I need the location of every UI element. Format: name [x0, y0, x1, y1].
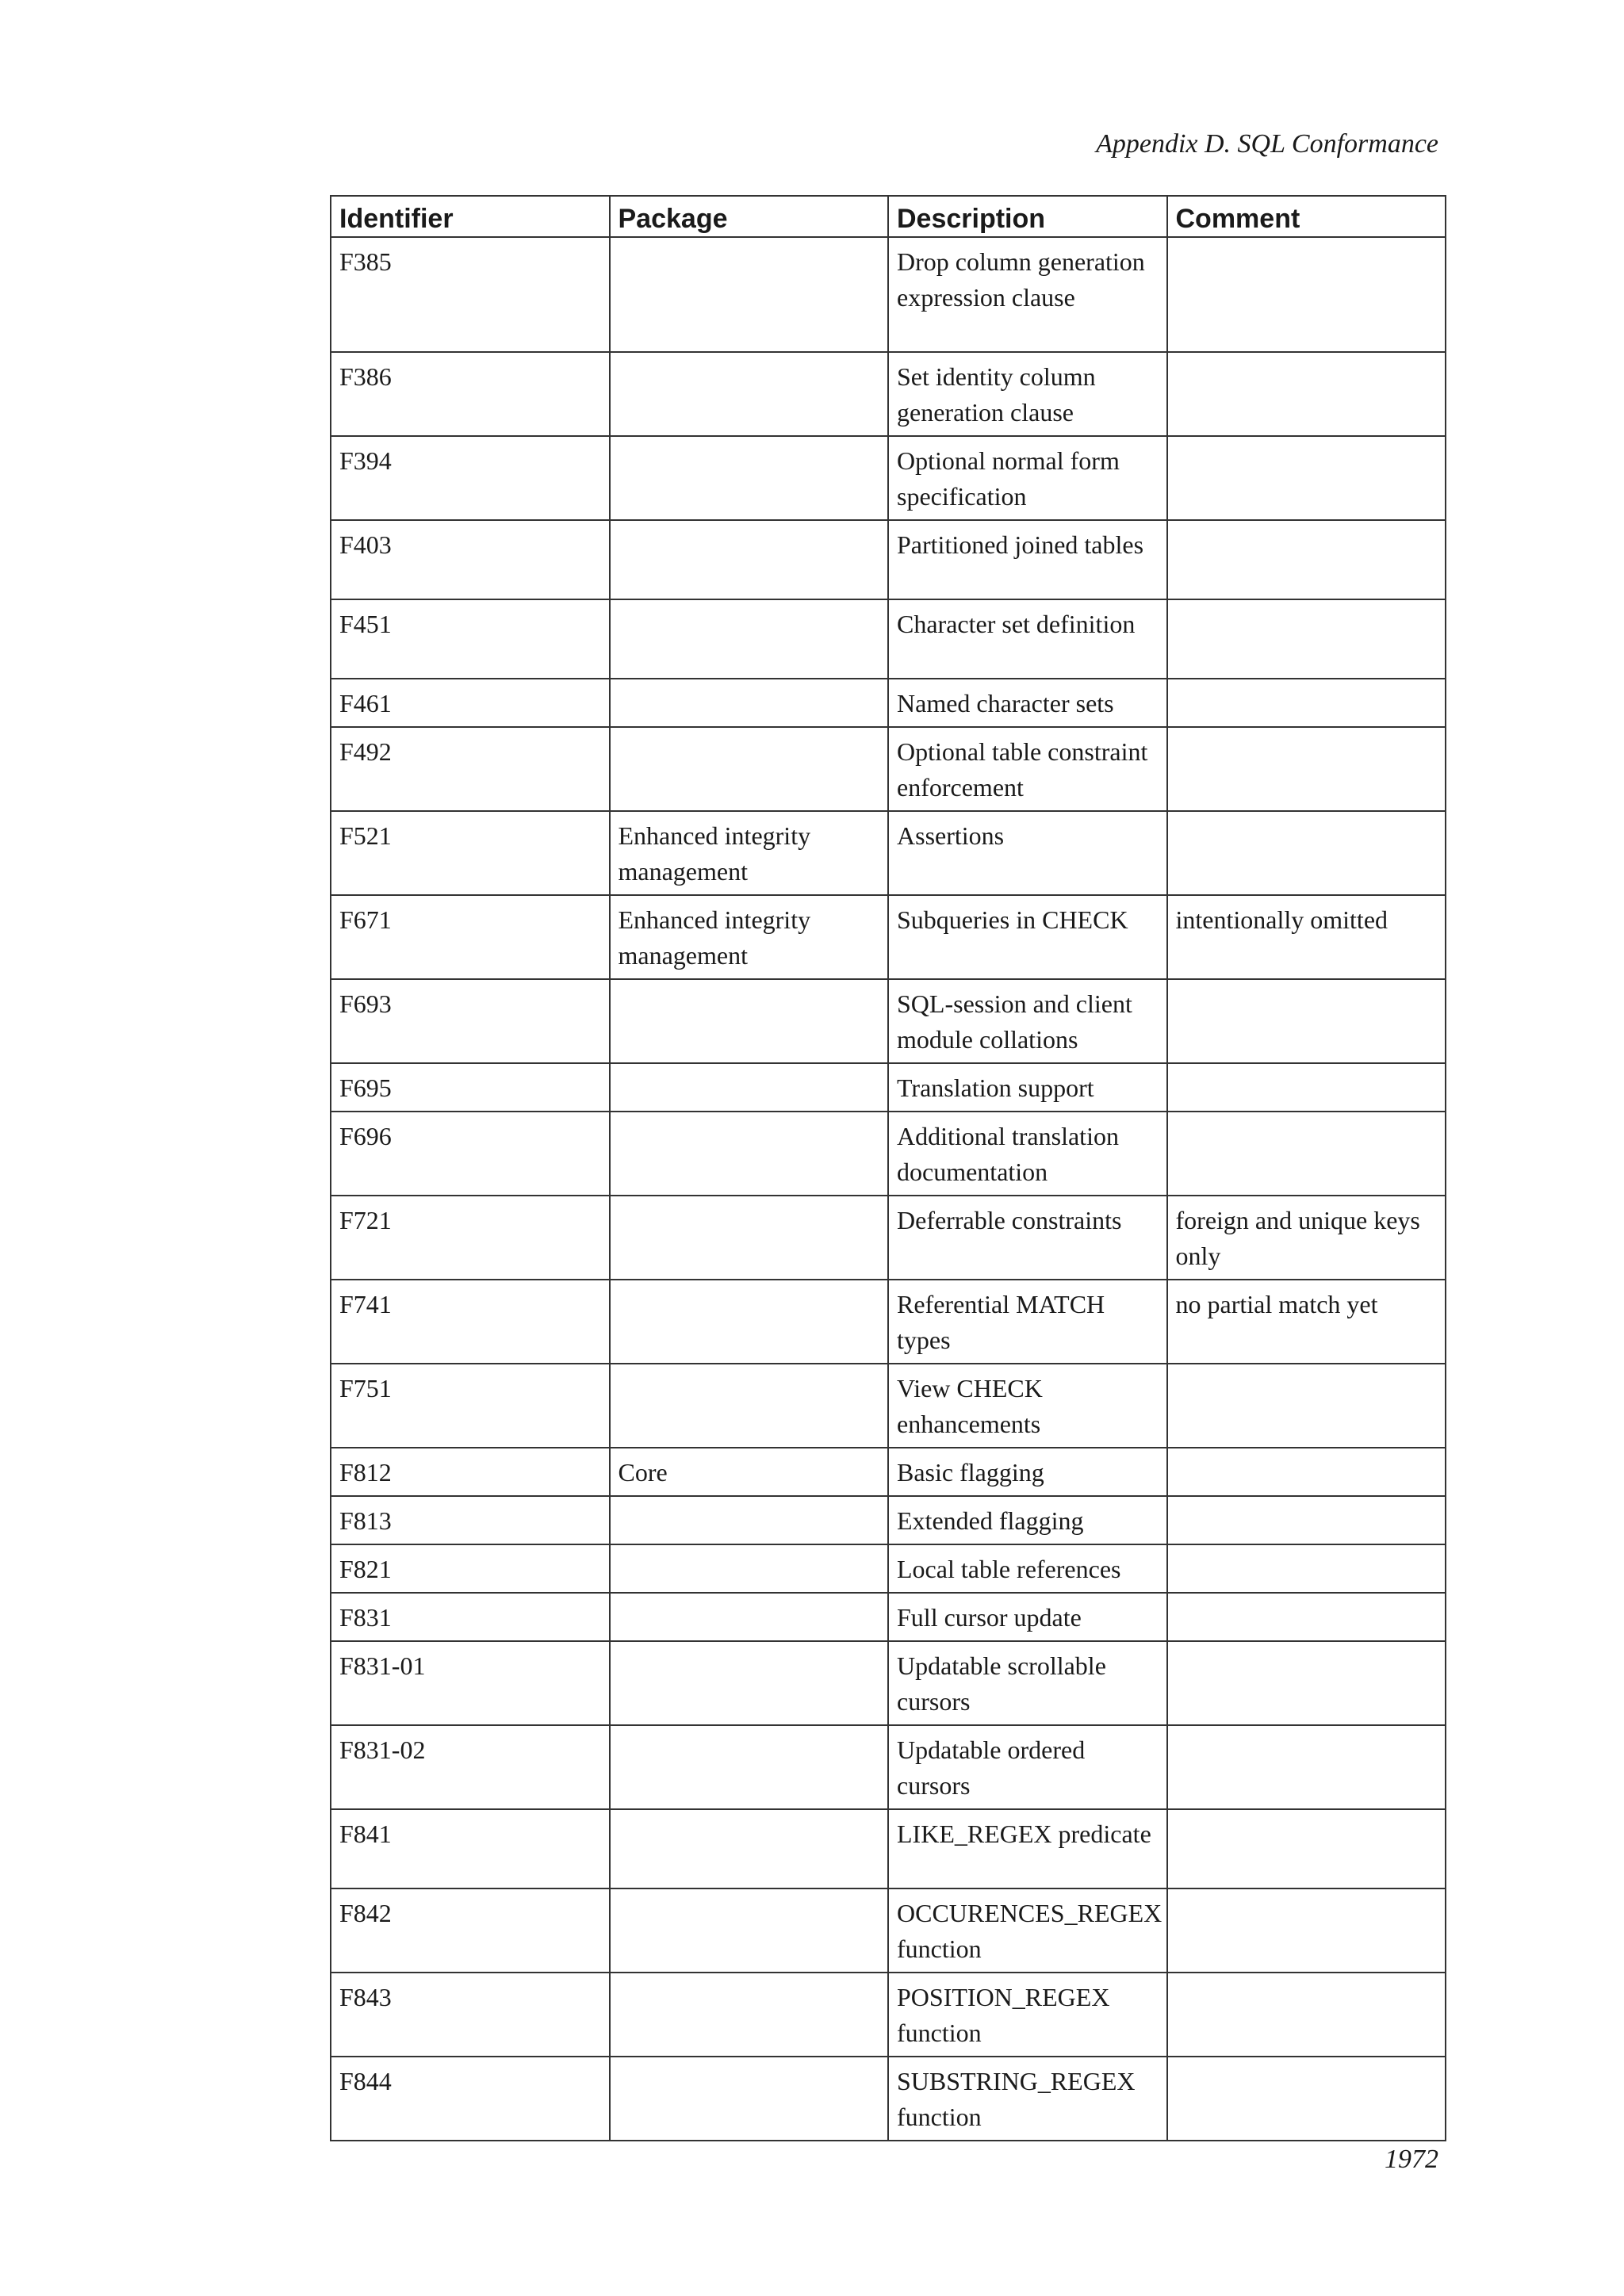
cell-identifier: F721 [331, 1196, 610, 1280]
table-row [331, 1544, 1446, 1593]
cell-comment [1167, 436, 1446, 520]
cell-comment: no partial match yet [1167, 1280, 1446, 1364]
cell-identifier: F451 [331, 599, 610, 679]
cell-description: Updatable scrollable cursors [888, 1641, 1167, 1725]
table-row [331, 1725, 1446, 1809]
cell-comment [1167, 811, 1446, 895]
table-row [331, 727, 1446, 811]
cell-description: Deferrable constraints [888, 1196, 1167, 1280]
table-row [331, 679, 1446, 727]
cell-identifier: F751 [331, 1364, 610, 1448]
table-row [331, 979, 1446, 1063]
cell-description: View CHECK enhancements [888, 1364, 1167, 1448]
cell-identifier: F831-01 [331, 1641, 610, 1725]
table-row [331, 1809, 1446, 1888]
cell-package: Core [610, 1448, 889, 1496]
cell-comment [1167, 520, 1446, 599]
cell-package: Enhanced integrity management [610, 811, 889, 895]
cell-package [610, 679, 889, 727]
cell-identifier: F492 [331, 727, 610, 811]
cell-identifier: F741 [331, 1280, 610, 1364]
running-header: Appendix D. SQL Conformance [1096, 129, 1438, 159]
cell-description: Character set definition [888, 599, 1167, 679]
cell-comment [1167, 237, 1446, 352]
table-header-row [331, 196, 1446, 237]
cell-package [610, 1809, 889, 1888]
cell-package [610, 1725, 889, 1809]
cell-description: LIKE_REGEX predicate [888, 1809, 1167, 1888]
cell-identifier: F842 [331, 1888, 610, 1973]
cell-identifier: F821 [331, 1544, 610, 1593]
cell-comment [1167, 1364, 1446, 1448]
cell-comment: intentionally omitted [1167, 895, 1446, 979]
table-row [331, 352, 1446, 436]
table-row [331, 520, 1446, 599]
cell-comment [1167, 352, 1446, 436]
cell-package [610, 520, 889, 599]
cell-description: Set identity column generation clause [888, 352, 1167, 436]
cell-comment [1167, 679, 1446, 727]
cell-identifier: F693 [331, 979, 610, 1063]
cell-identifier: F831 [331, 1593, 610, 1641]
cell-package [610, 237, 889, 352]
table-row [331, 811, 1446, 895]
cell-description: Drop column generation expression clause [888, 237, 1167, 352]
cell-comment [1167, 2057, 1446, 2141]
cell-comment [1167, 1888, 1446, 1973]
cell-package [610, 1973, 889, 2057]
cell-description: Basic flagging [888, 1448, 1167, 1496]
table-row [331, 1364, 1446, 1448]
cell-description: Full cursor update [888, 1593, 1167, 1641]
table-row [331, 1888, 1446, 1973]
cell-comment [1167, 1641, 1446, 1725]
table-row [331, 895, 1446, 979]
cell-comment [1167, 1063, 1446, 1112]
column-header-description: Description [888, 196, 1167, 237]
cell-comment [1167, 1593, 1446, 1641]
column-header-comment: Comment [1167, 196, 1446, 237]
cell-identifier: F461 [331, 679, 610, 727]
cell-description: Updatable ordered cursors [888, 1725, 1167, 1809]
table-row [331, 2057, 1446, 2141]
cell-description: Optional table constraint enforcement [888, 727, 1167, 811]
sql-conformance-table [330, 195, 1446, 2141]
cell-package [610, 1496, 889, 1544]
cell-description: POSITION_REGEX function [888, 1973, 1167, 2057]
cell-comment [1167, 727, 1446, 811]
table-row [331, 1196, 1446, 1280]
cell-identifier: F812 [331, 1448, 610, 1496]
table-row [331, 436, 1446, 520]
page-number: 1972 [1385, 2145, 1438, 2174]
cell-identifier: F843 [331, 1973, 610, 2057]
cell-description: Local table references [888, 1544, 1167, 1593]
cell-description: SUBSTRING_REGEX function [888, 2057, 1167, 2141]
cell-description: Partitioned joined tables [888, 520, 1167, 599]
cell-description: Extended flagging [888, 1496, 1167, 1544]
table-row [331, 1641, 1446, 1725]
cell-comment [1167, 1809, 1446, 1888]
cell-package [610, 1593, 889, 1641]
cell-identifier: F696 [331, 1112, 610, 1196]
cell-comment [1167, 1112, 1446, 1196]
cell-package [610, 1888, 889, 1973]
cell-package [610, 436, 889, 520]
cell-comment [1167, 1973, 1446, 2057]
table-row [331, 1973, 1446, 2057]
cell-description: Subqueries in CHECK [888, 895, 1167, 979]
cell-package [610, 979, 889, 1063]
cell-identifier: F521 [331, 811, 610, 895]
cell-comment [1167, 1725, 1446, 1809]
cell-identifier: F385 [331, 237, 610, 352]
cell-package [610, 1112, 889, 1196]
cell-package [610, 599, 889, 679]
cell-identifier: F844 [331, 2057, 610, 2141]
cell-identifier: F841 [331, 1809, 610, 1888]
cell-identifier: F695 [331, 1063, 610, 1112]
table-row [331, 1112, 1446, 1196]
cell-description: Referential MATCH types [888, 1280, 1167, 1364]
cell-comment [1167, 1496, 1446, 1544]
cell-description: Assertions [888, 811, 1167, 895]
column-header-package: Package [610, 196, 889, 237]
cell-package [610, 1641, 889, 1725]
table-row [331, 1496, 1446, 1544]
cell-package [610, 2057, 889, 2141]
cell-comment [1167, 979, 1446, 1063]
cell-package [610, 1544, 889, 1593]
cell-identifier: F831-02 [331, 1725, 610, 1809]
cell-description: OCCURENCES_REGEX function [888, 1888, 1167, 1973]
cell-package [610, 1280, 889, 1364]
table-row [331, 1448, 1446, 1496]
cell-comment [1167, 1448, 1446, 1496]
cell-comment: foreign and unique keys only [1167, 1196, 1446, 1280]
cell-identifier: F813 [331, 1496, 610, 1544]
table-row [331, 237, 1446, 352]
cell-package [610, 1196, 889, 1280]
cell-identifier: F403 [331, 520, 610, 599]
table-row [331, 599, 1446, 679]
cell-description: Named character sets [888, 679, 1167, 727]
table-row [331, 1593, 1446, 1641]
cell-package [610, 352, 889, 436]
table-row [331, 1063, 1446, 1112]
cell-identifier: F671 [331, 895, 610, 979]
cell-description: Additional translation documentation [888, 1112, 1167, 1196]
column-header-identifier: Identifier [331, 196, 610, 237]
cell-identifier: F386 [331, 352, 610, 436]
cell-package [610, 1364, 889, 1448]
cell-comment [1167, 1544, 1446, 1593]
cell-identifier: F394 [331, 436, 610, 520]
cell-package [610, 1063, 889, 1112]
cell-package [610, 727, 889, 811]
cell-comment [1167, 599, 1446, 679]
cell-description: SQL-session and client module collations [888, 979, 1167, 1063]
table-row [331, 1280, 1446, 1364]
cell-package: Enhanced integrity management [610, 895, 889, 979]
cell-description: Translation support [888, 1063, 1167, 1112]
cell-description: Optional normal form specification [888, 436, 1167, 520]
